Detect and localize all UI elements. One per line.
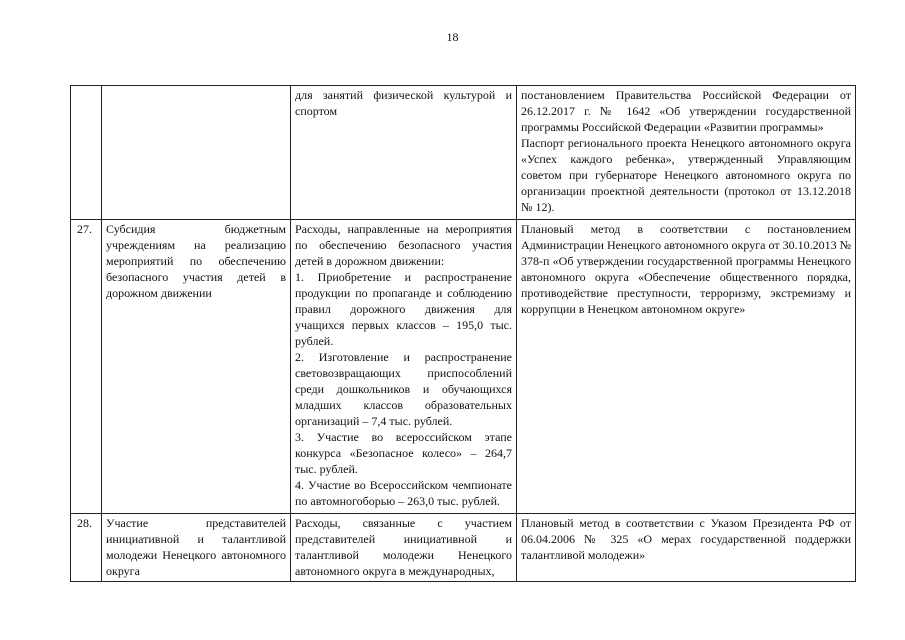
calculation-method — [517, 86, 856, 220]
method-paragraph: постановлением Правительства Российской Федерации от 26.12.2017 г. № 1642 «Об утверждении государственной программы Российской Федерации «Развитии программы» — [521, 88, 851, 134]
description-paragraph: 2. Изготовление и распространение световозвращающих приспособлений среди дошкольников и обучающихся младших классов образовательных организаций – 7,4 тыс. рублей. — [295, 350, 512, 428]
table-row — [71, 86, 856, 220]
method-paragraph: Паспорт регионального проекта Ненецкого автономного округа «Успех каждого ребенка», утвержденный Управляющим советом при губернаторе Ненецкого автономного округа по организации проектной деятельности (протокол от 13.12.2018 № 12). — [521, 136, 851, 214]
method-paragraph: Плановый метод в соответствии с постановлением Администрации Ненецкого автономного округа от 30.10.2013 № 378-п «Об утверждении государственной программы Ненецкого автономного округа «Обеспечение общественного порядка, противодействие преступности, терроризму, экстремизму и коррупции в Ненецком автономном округе» — [521, 222, 852, 316]
calculation-method — [517, 220, 856, 514]
measure-name: Субсидия бюджетным учреждениям на реализацию мероприятий по обеспечению безопасного участия детей в дорожном движении — [102, 220, 291, 514]
measure-name: Участие представителей инициативной и талантливой молодежи Ненецкого автономного округа — [102, 514, 291, 582]
page-number: 18 — [446, 30, 459, 44]
document-table — [70, 85, 856, 582]
description-paragraph: Расходы, связанные с участием представителей инициативной и талантливой молодежи Ненецкого автономного округа в международных, — [295, 516, 512, 578]
row-number — [71, 86, 102, 220]
table-row — [71, 514, 856, 582]
expense-description — [291, 220, 517, 514]
description-paragraph: 3. Участие во всероссийском этапе конкурса «Безопасное колесо» – 264,7 тыс. рублей. — [295, 430, 512, 476]
row-number: 27. — [71, 220, 102, 514]
method-paragraph: Плановый метод в соответствии с Указом Президента РФ от 06.04.2006 № 325 «О мерах государственной поддержки талантливой молодежи» — [521, 516, 851, 562]
expense-description — [291, 514, 517, 582]
calculation-method — [517, 514, 856, 582]
description-paragraph: для занятий физической культурой и спортом — [295, 88, 512, 118]
measure-name — [102, 86, 291, 220]
table-row — [71, 220, 856, 514]
expense-description — [291, 86, 517, 220]
row-number: 28. — [71, 514, 102, 582]
description-paragraph: Расходы, направленные на мероприятия по обеспечению безопасного участия детей в дорожном движении: — [295, 222, 512, 268]
description-paragraph: 1. Приобретение и распространение продукции по пропаганде и соблюдению правил дорожного движения для учащихся первых классов – 195,0 тыс. рублей. — [295, 270, 512, 348]
description-paragraph: 4. Участие во Всероссийском чемпионате по автомногоборью – 263,0 тыс. рублей. — [295, 478, 512, 508]
